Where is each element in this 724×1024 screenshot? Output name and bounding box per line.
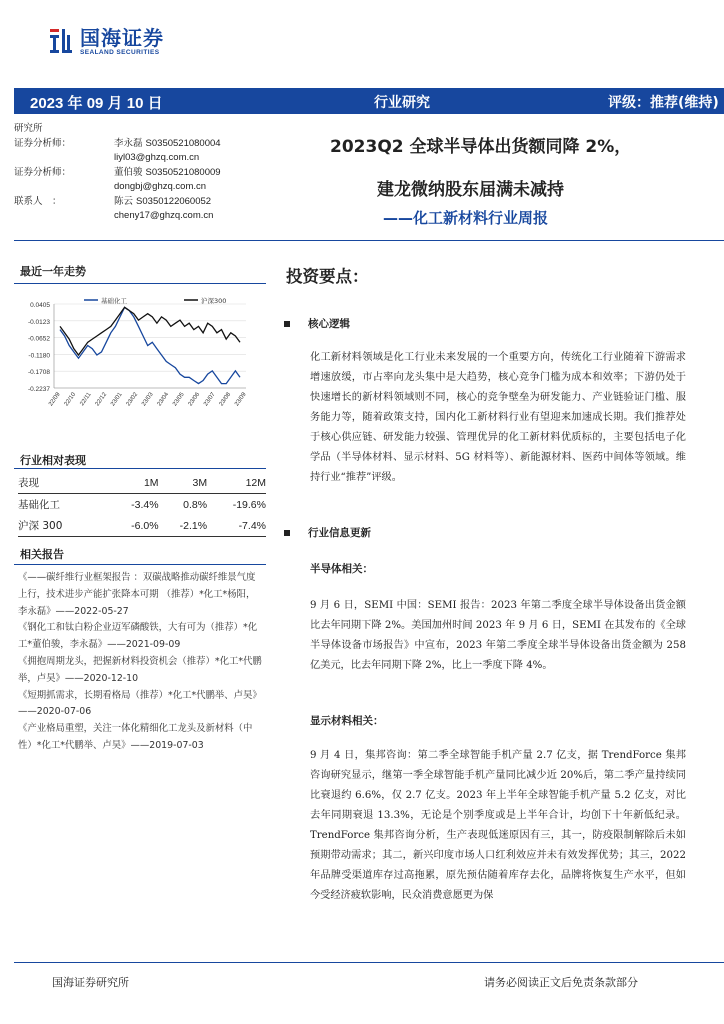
table-cell: -7.4% <box>207 515 266 537</box>
trend-chart <box>14 290 264 435</box>
analyst-cert: S0350521080009 <box>145 166 221 178</box>
related-reports <box>18 570 263 755</box>
display-paragraph: 9 月 4 日，集邦咨询：第二季全球智能手机产量 2.7 亿支，据 TrendForce 集邦咨询研究显示，继第一季全球智能手机产量同比减少近 20%后，第二季产量持续同比衰退约 6.6%，仅 2.7 亿支。2023 年上半年全球智能手机产量 5.2 亿支，对比去年同期衰退 13.3%，无论是个别季度或是上半年合计，均创下十年新低纪录。TrendForce 集邦咨询分析，生产表现低迷原因有三，其一，防疫限制解除后未如预期带动需求；其二，新兴印度市场人口红利效应并未有效发挥优势；其三，2022 年品牌受渠道库存过高拖累，原先预估随着库存去化，品牌将恢复生产水平，但如今受经济疲软影响，民众消费意愿更为保 <box>310 750 686 901</box>
table-header-cell: 1M <box>110 472 159 494</box>
related-report-link[interactable]: 《——碳纤维行业框架报告 ：双碳战略推动碳纤维景气度上行，技术进步产能扩张降本可期 （推荐）*化工*杨阳，李永磊》——2022-05-27 <box>18 572 256 617</box>
analyst-name: 李永磊 <box>114 137 143 149</box>
trend-heading: 最近一年走势 <box>20 265 86 278</box>
x-tick-label: 23/08 <box>218 391 233 408</box>
x-tick-label: 23/03 <box>141 391 155 408</box>
report-title-line1: 2023Q2 全球半导体出货额同降 2%， <box>330 137 632 157</box>
report-subtitle: ——化工新材料行业周报 <box>383 209 549 227</box>
legend-label: 基础化工 <box>101 297 127 305</box>
core-logic-paragraph: 化工新材料领域是化工行业未来发展的一个重要方向，传统化工行业随着下游需求增速放缓，市占率向龙头集中是大趋势，核心竞争门槛为成本和效率；下游仍处于快速增长的新材料领域则不同，核心的竞争壁垒为研发能力、产业链验证门槛、服务能力等，随着政策支持，国内化工新材料行业有望迎来加速成长期。我们推荐处于核心供应链、研发能力较强、管理优异的化工新材料优质标的，主要包括电子化学品（半导体材料、显示材料、5G 材料等）、新能源材料、医药中间体等领域。维持行业“推荐”评级。 <box>310 352 686 483</box>
brand-logo <box>48 26 164 56</box>
report-category: 行业研究 <box>374 95 430 111</box>
table-cell: -6.0% <box>110 515 159 537</box>
x-tick-label: 23/04 <box>156 391 171 408</box>
x-tick-label: 23/06 <box>187 391 202 408</box>
y-tick-label: -0.1708 <box>27 369 50 377</box>
display-subheading: 显示材料相关： <box>310 715 384 727</box>
y-tick-label: -0.1180 <box>28 352 50 360</box>
table-cell: 基础化工 <box>18 499 60 511</box>
related-divider <box>14 564 266 565</box>
analyst-label: 证券分析师： <box>14 166 72 178</box>
bullet-square-icon <box>284 321 290 327</box>
x-tick-label: 23/07 <box>203 391 217 408</box>
brand-name-en: SEALAND SECURITIES <box>80 48 160 56</box>
institute-label: 研究所 <box>14 123 43 134</box>
series-line-csi300 <box>60 307 240 355</box>
analyst-name: 董伯骏 <box>114 166 143 178</box>
analyst-row <box>14 195 274 210</box>
semiconductor-subheading: 半导体相关： <box>310 563 373 575</box>
performance-heading: 行业相对表现 <box>20 454 86 467</box>
y-tick-label: -0.0652 <box>27 335 50 343</box>
x-tick-label: 23/09 <box>234 391 248 408</box>
analyst-row <box>14 137 274 152</box>
analyst-label: 联系人 ： <box>14 195 62 207</box>
legend-label: 沪深300 <box>201 297 227 305</box>
x-tick-label: 22/12 <box>94 391 109 408</box>
table-cell: -19.6% <box>232 498 266 511</box>
performance-table <box>18 472 266 537</box>
report-date: 2023 年 09 月 10 日 <box>30 95 163 112</box>
y-tick-label: 0.0405 <box>30 302 50 309</box>
table-row <box>18 494 266 516</box>
investment-heading: 投资要点： <box>286 267 369 286</box>
bullet-square-icon <box>284 530 290 536</box>
trend-divider <box>14 283 266 284</box>
y-tick-label: -0.2237 <box>27 386 50 393</box>
series-line-chemicals <box>60 307 240 383</box>
x-tick-label: 22/09 <box>48 391 62 408</box>
report-title-line2: 建龙微纳股东届满未减持 <box>377 180 564 200</box>
brand-name-cn: 国海证券 <box>80 25 164 50</box>
analyst-email[interactable]: cheny17@ghzq.com.cn <box>114 210 214 221</box>
table-row <box>18 515 266 537</box>
semiconductor-paragraph: 9 月 6 日，SEMI 中国：SEMI 报告：2023 年第二季度全球半导体设备出货金额比去年同期下降 2%。美国加州时间 2023 年 9 月 6 日，SEMI 在其发布的《全球半导体设备市场报告》中宣布，2023 年第二季度全球半导体设备出货金额为 258 亿美元，比去年同期下降 2%，比上一季度下降 4%。 <box>310 600 686 671</box>
footer-right: 请务必阅读正文后免责条款部分 <box>484 976 638 989</box>
table-header-cell: 3M <box>159 472 208 494</box>
x-tick-label: 23/05 <box>172 391 186 408</box>
analyst-email[interactable]: liyl03@ghzq.com.cn <box>114 152 200 163</box>
analyst-row <box>14 166 274 181</box>
analyst-label: 证券分析师： <box>14 137 72 149</box>
x-tick-label: 23/01 <box>110 391 124 408</box>
related-report-link[interactable]: 《钢化工和钛白粉企业迈军磷酸铁，大有可为（推荐）*化工*董伯骏，李永磊》——2021-09-09 <box>18 622 258 651</box>
table-header-row <box>18 472 266 494</box>
footer-divider <box>14 962 724 963</box>
x-tick-label: 23/02 <box>125 391 140 408</box>
table-cell: 0.8% <box>183 498 208 511</box>
sealand-logo-icon <box>48 26 74 56</box>
section-industry-news-heading: 行业信息更新 <box>284 525 371 540</box>
table-header-cell: 表现 <box>18 472 110 494</box>
header-divider <box>14 240 724 241</box>
analyst-cert: S0350521080004 <box>145 137 221 149</box>
related-report-link[interactable]: 《短期抓需求，长期看格局（推荐）*化工*代鹏举、卢昊》——2020-07-06 <box>18 689 262 718</box>
section-core-logic-heading: 核心逻辑 <box>284 316 350 331</box>
analyst-email[interactable]: dongbj@ghzq.com.cn <box>114 181 207 192</box>
performance-divider <box>14 468 266 469</box>
report-rating: 评级：推荐(维持) <box>608 95 719 111</box>
header-banner <box>14 88 724 114</box>
y-tick-label: -0.0123 <box>27 318 50 326</box>
related-report-link[interactable]: 《产业格局重塑，关注一体化精细化工龙头及新材料（中性）*化工*代鹏举、卢昊》——2019-07-03 <box>18 723 253 751</box>
footer-left: 国海证券研究所 <box>52 976 129 989</box>
x-tick-label: 22/11 <box>79 391 93 408</box>
table-header-cell: 12M <box>207 472 266 494</box>
analyst-cert: S0350122060052 <box>136 195 212 207</box>
x-tick-label: 22/10 <box>63 391 78 408</box>
analyst-name: 陈云 <box>114 195 134 207</box>
related-report-link[interactable]: 《拥抱周期龙头，把握新材料投资机会（推荐）*化工*代鹏举，卢昊》——2020-12-10 <box>18 655 262 684</box>
analyst-block <box>14 122 274 224</box>
related-heading: 相关报告 <box>20 548 64 561</box>
table-cell: -2.1% <box>159 515 208 537</box>
table-cell: 沪深 300 <box>18 515 110 537</box>
table-cell: -3.4% <box>131 498 159 511</box>
